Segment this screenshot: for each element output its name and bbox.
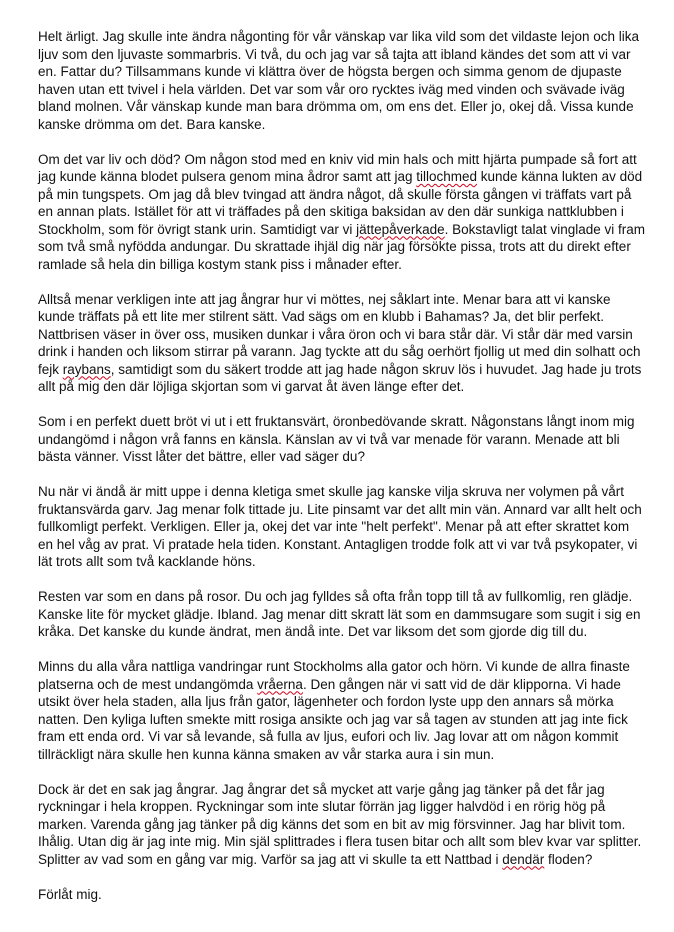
text-segment: floden? [544,851,593,867]
text-segment: Minns du alla våra nattliga vandringar runt Stockholms alla gator och hörn. Vi kunde de allra finaste platserna och de mest undangömda [38,659,630,692]
paragraph [38,886,646,904]
text-segment: Som i en perfekt duett bröt vi ut i ett fruktansvärt, öronbedövande skratt. Någonstans långt inom mig undangömd i någon vrå fanns en känsla. Känslan av vi två var menade för varann. Menade att bli bästa vänner. Visst låter det bättre, eller vad säger du? [38,414,635,464]
misspelled-word[interactable]: raybans [62,361,111,377]
text-segment: . Bokstavligt talat vinglade vi fram som två små nyfödda andungar. Du skrattade ihjäl dig när jag försökte pissa, trots att du direkt efter ramlade så hela din billiga kostym stank piss i månader efter. [38,221,646,272]
text-segment: Förlåt mig. [38,886,102,902]
misspelled-word[interactable]: jättepåverkade [356,221,445,237]
paragraph [38,781,646,869]
text-segment: Nu när vi ändå är mitt uppe i denna kletiga smet skulle jag kanske vilja skruva ner volymen på vårt fruktansvärda garv. Jag menar folk tittade ju. Lite pinsamt var det allt min vän. Annard var allt helt och fullkomligt perfekt. Verkligen. Eller ja, okej det var inte "helt perfekt". Menar på att efter skrattet kom en hel våg av prat. Vi pratade hela tiden. Konstant. Antagligen trodde folk att vi var två psykopater, vi lät trots allt som två kacklande höns. [38,484,642,569]
misspelled-word[interactable]: vråerna [257,676,303,692]
paragraph [38,291,646,396]
paragraph [38,151,646,274]
paragraph [38,413,646,466]
text-segment: , samtidigt som du säkert trodde att jag hade någon skruv lös i huvudet. Jag hade ju trots allt på mig den där löjliga skjortan som vi garvat åt även länge efter det. [38,361,642,394]
paragraph [38,588,646,641]
misspelled-word[interactable]: tillochmed [416,169,478,184]
text-segment: Resten var som en dans på rosor. Du och jag fylldes så ofta från topp till tå av fullkomlig, ren glädje. Kanske lite för mycket glädje. Ibland. Jag menar ditt skratt lät som en dammsugare som sugit i sig en kråka. Det kanske du kunde ändrat, men ändå inte. Det var liksom det som gjorde dig till du. [38,589,641,639]
paragraph [38,483,646,571]
text-segment: Dock är det en sak jag ångrar. Jag ångrar det så mycket att varje gång jag tänker på det får jag ryckningar i hela kroppen. Ryckningar som inte slutar förrän jag ligger halvdöd i en rörig hög på marken. Varenda gång jag tänker på dig känns det som en bit av mig försvinner. Jag har blivit tom. Ihålig. Utan dig är jag inte mig. Min själ splittrades i flera tusen bitar och allt som blev kvar var splitter. Splitter av vad som en gång var mig. Varför sa jag att vi skulle ta ett Nattbad i [38,781,642,867]
paragraph [38,28,646,133]
text-segment: kunde känna lukten av död på min tungspets. Om jag då blev tvingad att ändra något, då skulle första gången vi träffats vart på en annan plats. Istället för att vi träffades på den skitiga baksidan av den där sunkiga nattklubben i Stockholm, som för övrigt stank urin. Samtidigt var vi [38,169,643,237]
text-segment: Alltså menar verkligen inte att jag ångrar hur vi möttes, nej såklart inte. Menar bara att vi kanske kunde träffats på ett lite mer stilrent sätt. Vad sägs om en klubb i Bahamas? Ja, det blir perfekt. Nattbrisen väser in över oss, musiken dunkar i våra öron och vi bara står där. Vi står där med varsin drink i handen och liksom stirrar på varann. Jag tyckte att du såg oerhört fjollig ut med din solhatt och fejk [38,291,641,377]
text-segment: Om det var liv och död? Om någon stod med en kniv vid min hals och mitt hjärta pumpade så fort att jag kunde känna blodet pulsera genom mina ådror samt att jag [38,151,637,184]
misspelled-word[interactable]: dendär [502,851,545,867]
paragraph [38,658,646,763]
text-segment: . Den gången när vi satt vid de där klipporna. Vi hade utsikt över hela staden, alla ljus från gator, lägenheter och fordon lyste upp den annars så mörka natten. Den kyliga luften smekte mitt rosiga ansikte och jag var så tagen av stunden att jag inte fick fram ett enda ord. Vi var så levande, så fulla av ljus, eufori och liv. Jag lovar att om någon kommit tillräckligt nära skulle hen kunna känna smaken av vår starka aura i sin mun. [38,676,628,762]
document-body[interactable] [38,28,646,903]
text-segment: Helt ärligt. Jag skulle inte ändra någonting för vår vänskap var lika vild som det vildaste lejon och lika ljuv som den ljuvaste sommarbris. Vi två, du och jag var så tajta att ibland kändes det som att vi var en. Fattar du? Tillsammans kunde vi klättra över de högsta bergen och simma genom de djupaste haven utan ett tvivel i hela världen. Det var som vår oro rycktes iväg med vinden och svävade iväg bland molnen. Vår vänskap kunde man bara drömma om, om ens det. Eller jo, okej då. Vissa kunde kanske drömma om det. Bara kanske. [38,29,640,132]
